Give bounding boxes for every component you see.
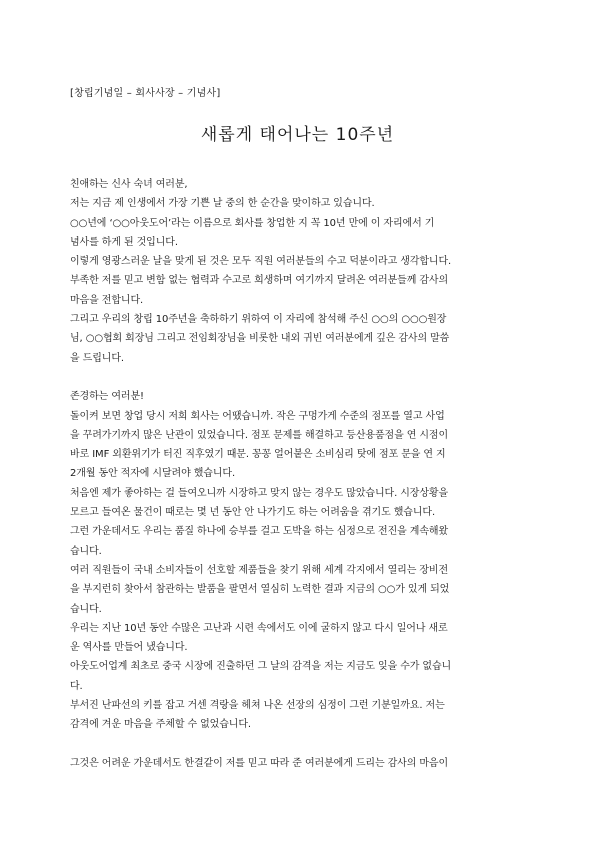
body-line: 을 부지런히 찾아서 참관하는 발품을 팔면서 열심히 노력한 결과 지금의 ○○가 있게 되었	[70, 584, 450, 596]
document-category: [창립기념일 – 회사사장 – 기념사]	[70, 88, 221, 99]
body-line: 습니다.	[70, 603, 102, 615]
body-line: 돌이켜 보면 창업 당시 저희 회사는 어땠습니까. 작은 구멍가게 수준의 점포를 열고 사업	[70, 410, 445, 422]
body-line: 저는 지금 제 인생에서 가장 기쁜 날 중의 한 순간을 맞이하고 있습니다.	[70, 198, 375, 210]
body-line: 우리는 지난 10년 동안 수많은 고난과 시련 속에서도 이에 굴하지 않고 다시 일어나 새로	[70, 622, 448, 634]
body-line: 그것은 어려운 가운데서도 한결같이 저를 믿고 따라 준 여러분에게 드리는 감사의 마음이	[70, 757, 449, 769]
body-line: 2개월 동안 적자에 시달려야 했습니다.	[70, 468, 236, 480]
body-line: 바로 IMF 외환위기가 터진 직후였기 때문. 꽁꽁 얼어붙은 소비심리 탓에 점포 문을 연 지	[70, 449, 446, 461]
body-line: 마음을 전합니다.	[70, 294, 144, 306]
document-body	[70, 175, 530, 773]
body-line: 습니다.	[70, 545, 102, 557]
body-line: 운 역사를 만들어 냈습니다.	[70, 642, 188, 654]
body-line: 처음엔 제가 좋아하는 걸 들여오니까 시장하고 맞지 않는 경우도 많았습니다. 시장상황을	[70, 487, 449, 499]
body-line: 이렇게 영광스러운 날을 맞게 된 것은 모두 직원 여러분들의 수고 덕분이라고 생각합니다.	[70, 256, 452, 268]
body-line: 모르고 들여온 물건이 때로는 몇 년 동안 안 나가기도 하는 어려움을 겪기도 했습니다.	[70, 507, 436, 519]
body-line: 을 꾸려가기까지 많은 난관이 있었습니다. 점포 문제를 해결하고 등산용품점을 연 시점이	[70, 429, 449, 441]
body-line: 을 드립니다.	[70, 352, 124, 364]
body-line: 친애하는 신사 숙녀 여러분,	[70, 179, 188, 190]
document-title: 새롭게 태어나는 10주년	[200, 125, 395, 145]
body-line: 님, ○○협회 회장님 그리고 전임회장님을 비롯한 내외 귀빈 여러분에게 깊은 감사의 말씀	[70, 333, 450, 345]
body-line: 여러 직원들이 국내 소비자들이 선호할 제품들을 찾기 위해 세계 각지에서 열리는 장비전	[70, 564, 449, 576]
body-line: ○○년에 ‘○○아웃도어’라는 이름으로 회사를 창업한 지 꼭 10년 만에 이 자리에서 기	[70, 217, 435, 229]
body-line: 부족한 저를 믿고 변함 없는 협력과 수고로 희생하며 여기까지 달려온 여러분들께 감사의	[70, 275, 449, 287]
body-line: 그리고 우리의 창립 10주년을 축하하기 위하여 이 자리에 참석해 주신 ○○의 ○○○원장	[70, 314, 447, 326]
body-line: 념사를 하게 된 것입니다.	[70, 236, 178, 248]
body-line: 아웃도어업계 최초로 중국 시장에 진출하던 그 날의 감격을 저는 지금도 잊을 수가 없습니	[70, 661, 452, 673]
body-line: 다.	[70, 680, 83, 692]
body-line: 감격에 겨운 마음을 주체할 수 없었습니다.	[70, 719, 251, 731]
paragraph-break	[70, 735, 530, 754]
body-line: 그런 가운데서도 우리는 품질 하나에 승부를 걸고 도박을 하는 심정으로 전진을 계속해왔	[70, 526, 449, 538]
paragraph-break	[70, 368, 530, 387]
body-line: 존경하는 여러분!	[70, 391, 144, 403]
body-line: 부서진 난파선의 키를 잡고 거센 격랑을 헤쳐 나온 선장의 심정이 그런 기분일까요. 저는	[70, 700, 445, 712]
